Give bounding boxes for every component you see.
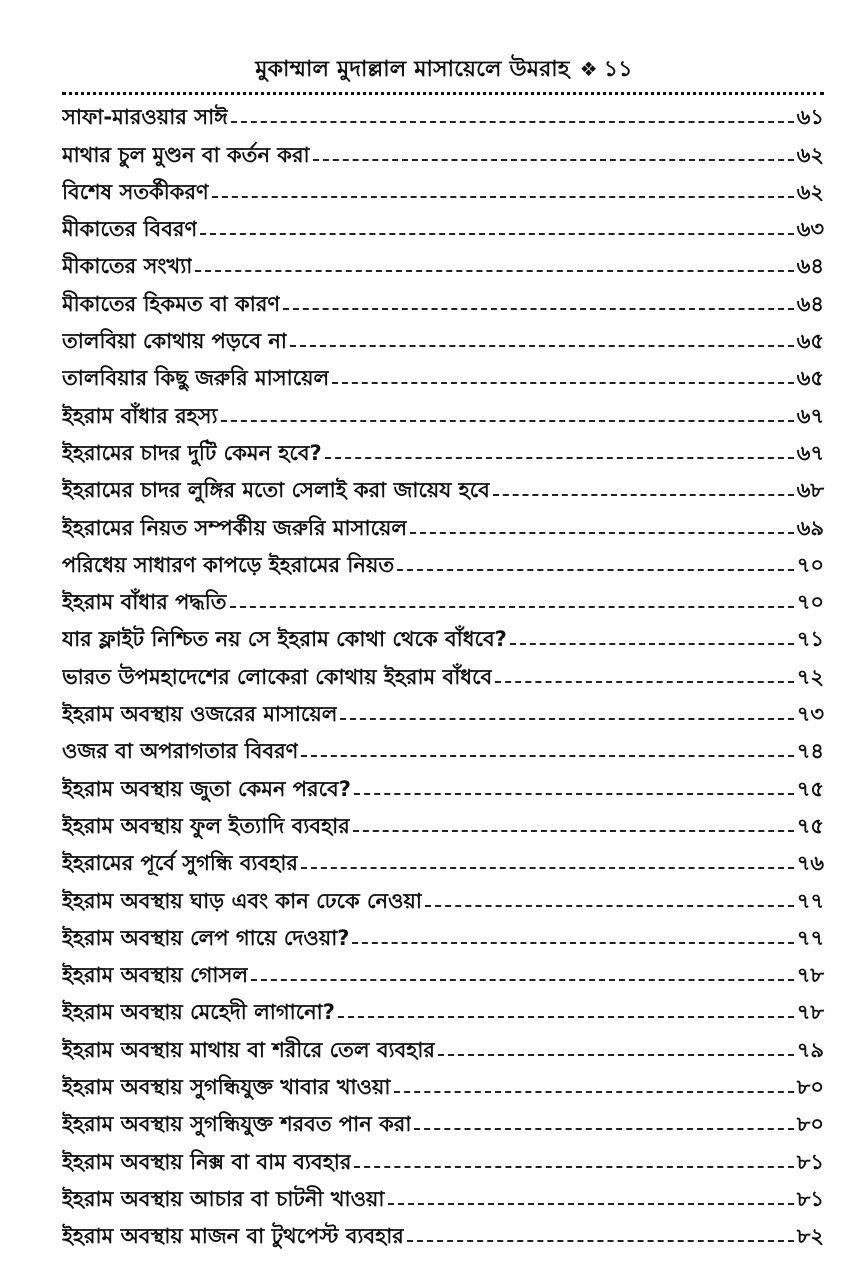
toc-entry-page: ৬৪: [796, 254, 824, 279]
toc-entry: [62, 508, 824, 545]
toc-entry: [62, 583, 824, 620]
toc-entry-page: ৬২: [796, 142, 824, 167]
dash-leader: [410, 532, 794, 534]
toc-entry-page: ৬৫: [796, 329, 824, 354]
toc-entry-title: ইহরাম অবস্থায় সুগন্ধিযুক্ত শরবত পান করা: [62, 1112, 412, 1137]
toc-entry-title: ইহরাম অবস্থায় নিক্স বা বাম ব্যবহার: [62, 1149, 352, 1174]
dash-leader: [388, 1203, 794, 1205]
dash-leader: [354, 1166, 793, 1168]
toc-entry: [62, 546, 824, 583]
book-title: মুকাম্মাল মুদাল্লাল মাসায়েলে উমরাহ: [255, 57, 570, 82]
toc-entry-page: ৭৩: [796, 702, 824, 727]
dash-leader: [325, 457, 794, 459]
toc-entry-page: ৭৭: [796, 925, 824, 950]
toc-entry-title: ভারত উপমহাদেশের লোকেরা কোথায় ইহরাম বাঁধবে: [62, 664, 493, 689]
toc-entry-page: ৭৫: [796, 776, 824, 801]
dash-leader: [352, 942, 793, 944]
toc-entry: [62, 620, 824, 657]
dash-leader: [394, 1091, 794, 1093]
toc-entry: [62, 657, 824, 694]
toc-entry: [62, 807, 824, 844]
toc-entry: [62, 881, 824, 918]
toc-entry-title: মীকাতের বিবরণ: [62, 217, 198, 242]
toc-entry-title: ইহরাম অবস্থায় মাজন বা টুথপেস্ট ব্যবহার: [62, 1224, 404, 1249]
toc-entry-page: ৭১: [796, 627, 824, 652]
dash-leader: [425, 905, 794, 907]
toc-entry-title: তালবিয়ার কিছু জরুরি মাসায়েল: [62, 366, 330, 391]
dash-leader: [353, 830, 794, 832]
toc-entry: [62, 1068, 824, 1105]
dash-leader: [251, 979, 794, 981]
toc-entry-title: ইহরাম বাঁধার রহস্য: [62, 403, 218, 428]
dash-leader: [195, 270, 793, 272]
toc-entry-title: ইহরাম বাঁধার পদ্ধতি: [62, 590, 227, 615]
toc-entry-page: ৬৭: [796, 440, 824, 465]
toc-entry: [62, 769, 824, 806]
toc-entry: [62, 732, 824, 769]
dash-leader: [230, 606, 794, 608]
toc-entry-page: ৭৮: [796, 963, 824, 988]
dash-leader: [407, 1240, 794, 1242]
toc-entry-title: মাথার চুল মুণ্ডন বা কর্তন করা: [62, 142, 310, 167]
toc-entry-page: ৭৫: [796, 813, 824, 838]
toc-entry-page: ৭৬: [796, 851, 824, 876]
page-number: ১১: [603, 57, 633, 82]
toc-entry-title: মীকাতের হিকমত বা কারণ: [62, 291, 281, 316]
dash-leader: [313, 159, 794, 161]
toc-entry-title: ইহরাম অবস্থায় লেপ গায়ে দেওয়া?: [62, 925, 350, 950]
toc-entry: [62, 919, 824, 956]
toc-entry: [62, 1142, 824, 1179]
dash-leader: [493, 494, 794, 496]
toc-entry-page: ৭২: [796, 664, 824, 689]
toc-entry-page: ৬২: [796, 179, 824, 204]
dash-leader: [438, 1054, 794, 1056]
toc-entry: [62, 844, 824, 881]
header-dotted-rule: [62, 92, 824, 95]
toc-entry-page: ৬৭: [796, 403, 824, 428]
toc-entry-title: ইহরাম অবস্থায় আচার বা চাটনী খাওয়া: [62, 1186, 385, 1211]
dash-leader: [301, 755, 793, 757]
toc-entry: [62, 471, 824, 508]
toc-entry-title: ইহরাম অবস্থায় গোসল: [62, 963, 249, 988]
running-header: [60, 52, 828, 92]
table-of-contents: [62, 98, 824, 1254]
toc-entry-page: ৭৪: [796, 739, 824, 764]
dash-leader: [212, 196, 794, 198]
toc-entry-title: ইহরাম অবস্থায় ওজরের মাসায়েল: [62, 702, 338, 727]
toc-entry: [62, 284, 824, 321]
toc-entry-title: ইহরাম অবস্থায় মাথায় বা শরীরে তেল ব্যবহার: [62, 1037, 435, 1062]
toc-entry-page: ৭৮: [796, 1000, 824, 1025]
dash-leader: [354, 793, 794, 795]
toc-entry-page: ৬৫: [796, 366, 824, 391]
toc-entry-title: ইহরাম অবস্থায় সুগন্ধিযুক্ত খাবার খাওয়া: [62, 1075, 391, 1100]
toc-entry-page: ৮০: [796, 1112, 824, 1137]
dash-leader: [221, 420, 794, 422]
toc-entry: [62, 1105, 824, 1142]
toc-entry: [62, 956, 824, 993]
toc-entry-title: ইহরাম অবস্থায় মেহেদী লাগানো?: [62, 1000, 335, 1025]
dash-leader: [340, 718, 793, 720]
dash-leader: [332, 382, 794, 384]
toc-entry-page: ৭৭: [796, 888, 824, 913]
toc-entry-title: তালবিয়া কোথায় পড়বে না: [62, 329, 287, 354]
toc-entry: [62, 1180, 824, 1217]
toc-entry-page: ৮০: [796, 1075, 824, 1100]
toc-entry: [62, 135, 824, 172]
toc-entry: [62, 322, 824, 359]
toc-entry-page: ৬৯: [796, 515, 824, 540]
toc-entry-page: ৮১: [796, 1149, 824, 1174]
toc-entry: [62, 173, 824, 210]
dash-leader: [495, 681, 793, 683]
toc-entry: [62, 98, 824, 135]
toc-entry-page: ৮১: [796, 1186, 824, 1211]
toc-entry-title: ইহরামের পূর্বে সুগন্ধি ব্যবহার: [62, 851, 298, 876]
dash-leader: [200, 233, 794, 235]
toc-entry-title: বিশেষ সতর্কীকরণ: [62, 179, 209, 204]
dash-leader: [397, 569, 794, 571]
toc-entry: [62, 434, 824, 471]
toc-entry-title: সাফা-মারওয়ার সাঈ: [62, 105, 228, 130]
toc-entry: [62, 247, 824, 284]
toc-entry-page: ৮২: [796, 1224, 824, 1249]
toc-entry: [62, 359, 824, 396]
dash-leader: [414, 1128, 793, 1130]
toc-entry-page: ৭০: [796, 590, 824, 615]
toc-entry-title: ইহরামের চাদর লুঙ্গির মতো সেলাই করা জায়েয হবে: [62, 478, 490, 503]
ornament-icon: ❖: [579, 57, 598, 81]
toc-entry-page: ৬৪: [796, 291, 824, 316]
toc-entry-page: ৬১: [796, 105, 824, 130]
toc-entry-title: ইহরামের নিয়ত সম্পর্কীয় জরুরি মাসায়েল: [62, 515, 408, 540]
dash-leader: [338, 1016, 794, 1018]
toc-entry-title: ইহরাম অবস্থায় ফুল ইত্যাদি ব্যবহার: [62, 813, 350, 838]
toc-entry: [62, 210, 824, 247]
toc-entry-title: যার ফ্লাইট নিশ্চিত নয় সে ইহরাম কোথা থেকে বাঁধবে?: [62, 627, 507, 652]
toc-entry-page: ৭০: [796, 552, 824, 577]
toc-entry-page: ৬৮: [796, 478, 824, 503]
dash-leader: [290, 345, 794, 347]
toc-entry: [62, 993, 824, 1030]
dash-leader: [301, 867, 794, 869]
toc-entry-title: ইহরামের চাদর দুটি কেমন হবে?: [62, 440, 322, 465]
toc-entry-title: মীকাতের সংখ্যা: [62, 254, 193, 279]
dash-leader: [231, 121, 794, 123]
toc-entry-page: ৬৩: [796, 217, 824, 242]
dash-leader: [283, 308, 794, 310]
toc-entry: [62, 695, 824, 732]
dash-leader: [510, 643, 794, 645]
toc-entry: [62, 396, 824, 433]
toc-entry-title: ওজর বা অপরাগতার বিবরণ: [62, 739, 299, 764]
toc-entry-page: ৭৯: [796, 1037, 824, 1062]
toc-entry: [62, 1217, 824, 1254]
toc-entry: [62, 1030, 824, 1067]
toc-entry-title: ইহরাম অবস্থায় জুতা কেমন পরবে?: [62, 776, 351, 801]
toc-entry-title: ইহরাম অবস্থায় ঘাড় এবং কান ঢেকে নেওয়া: [62, 888, 422, 913]
toc-entry-title: পরিধেয় সাধারণ কাপড়ে ইহরামের নিয়ত: [62, 552, 395, 577]
